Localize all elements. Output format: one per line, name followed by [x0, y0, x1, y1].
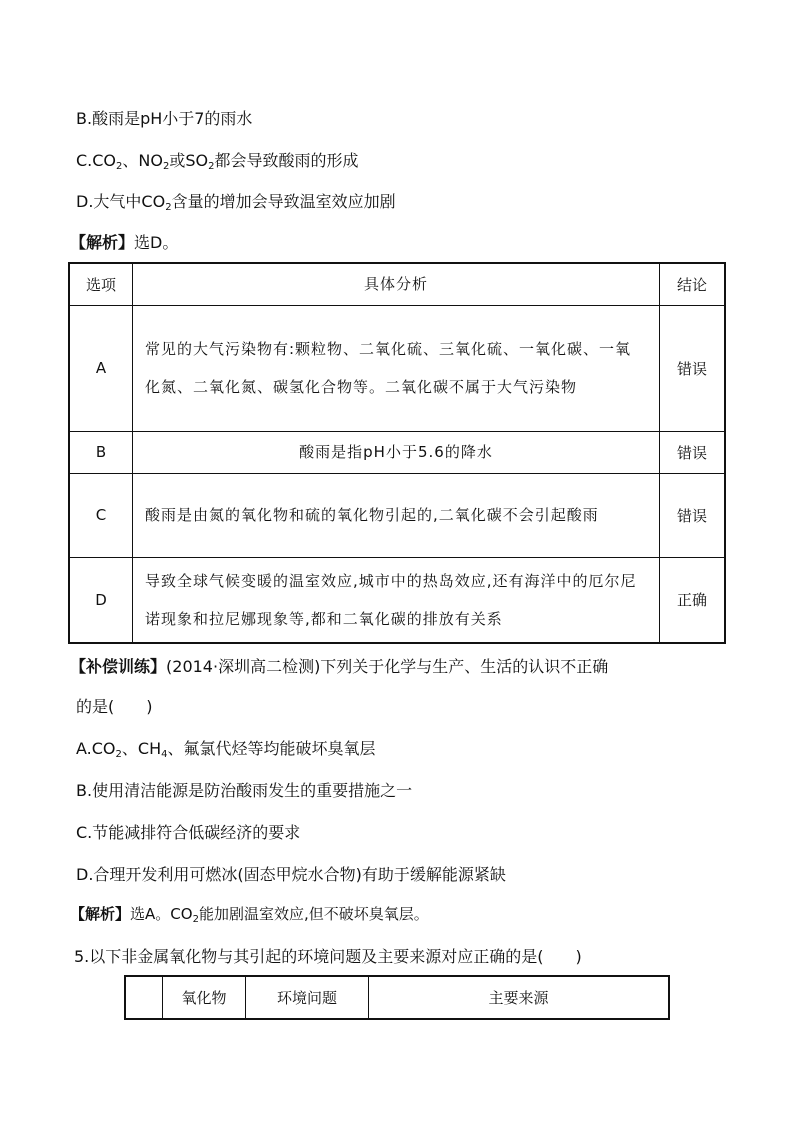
table-row — [69, 473, 725, 557]
header-option: 选项 — [69, 263, 133, 305]
q4-option-c: $C.CO_2$、$NO_2$或$SO_2$都会导致酸雨的形成 — [76, 151, 359, 172]
supplement-line1: 【补偿训练】(2014·深圳高二检测)下列关于化学与生产、生活的认识不正确 — [70, 657, 609, 676]
analysis-bracket: 【解析】 — [70, 233, 135, 252]
row-analysis: 酸雨是指pH小于5.6的降水 — [133, 431, 660, 473]
analysis-table — [68, 262, 726, 644]
analysis2-bracket: 【解析】 — [70, 905, 131, 923]
row-option: D — [69, 557, 133, 643]
header-conclusion: 结论 — [660, 263, 726, 305]
row-analysis: 常见的大气污染物有:颗粒物、二氧化硫、三氧化硫、一氧化碳、一氧化氮、二氧化氮、碳氢化合物等。二氧化碳不属于大气污染物 — [133, 305, 660, 431]
q5-header-issue: 环境问题 — [246, 976, 369, 1019]
supplement-option-a: $A.CO_2$、$CH_4$、氟氯代烃等均能破坏臭氧层 — [76, 739, 376, 760]
supplement-option-d: D.合理开发利用可燃冰(固态甲烷水合物)有助于缓解能源紧缺 — [76, 865, 506, 884]
q4-option-d: D.大气中$CO_2$含量的增加会导致温室效应加剧 — [76, 192, 396, 213]
q5-header-oxide: 氧化物 — [163, 976, 246, 1019]
row-conclusion: 正确 — [660, 557, 726, 643]
row-conclusion: 错误 — [660, 473, 726, 557]
row-analysis: 酸雨是由氮的氧化物和硫的氧化物引起的,二氧化碳不会引起酸雨 — [133, 473, 660, 557]
supplement-line2: 的是( ) — [76, 697, 153, 716]
supplement-option-c: C.节能减排符合低碳经济的要求 — [76, 823, 301, 842]
row-option: A — [69, 305, 133, 431]
q5-header-row — [125, 976, 669, 1019]
q5-stem: 5.以下非金属氧化物与其引起的环境问题及主要来源对应正确的是( ) — [74, 947, 582, 966]
row-conclusion: 错误 — [660, 305, 726, 431]
table-row — [69, 305, 725, 431]
table-header-row — [69, 263, 725, 305]
supplement-option-b: B.使用清洁能源是防治酸雨发生的重要措施之一 — [76, 781, 413, 800]
analysis2-line: 【解析】选A。$CO_2$能加剧温室效应,但不破坏臭氧层。 — [70, 905, 429, 925]
q5-table — [124, 975, 670, 1020]
q4-option-b: B.酸雨是pH小于7的雨水 — [76, 109, 253, 128]
row-option: C — [69, 473, 133, 557]
header-analysis: 具体分析 — [133, 263, 660, 305]
q5-header-blank — [125, 976, 163, 1019]
row-option: B — [69, 431, 133, 473]
q5-header-source: 主要来源 — [369, 976, 670, 1019]
row-conclusion: 错误 — [660, 431, 726, 473]
table-row — [69, 557, 725, 643]
analysis-heading: 【解析】选D。 — [70, 233, 179, 252]
row-analysis: 导致全球气候变暖的温室效应,城市中的热岛效应,还有海洋中的厄尔尼诺现象和拉尼娜现象等,都和二氧化碳的排放有关系 — [133, 557, 660, 643]
table-row — [69, 431, 725, 473]
supplement-bracket: 【补偿训练】 — [70, 657, 167, 676]
